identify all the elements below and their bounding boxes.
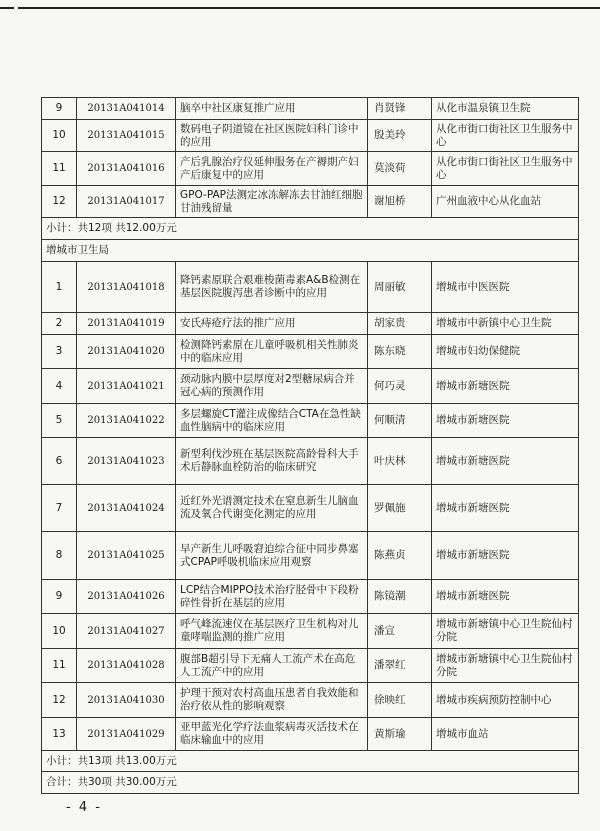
table-row: [42, 313, 579, 335]
subtotal-b: 小计：共13项 共13.00万元: [42, 751, 579, 772]
project-code: 20131A041024: [77, 485, 176, 532]
table-row: [42, 335, 579, 369]
responsible-person: 徐映红: [368, 683, 432, 718]
table-row: [42, 369, 579, 404]
organization: 增城市新塘医院: [432, 532, 579, 580]
table-row: [42, 186, 579, 218]
project-code: 20131A041020: [77, 335, 176, 369]
responsible-person: 周丽敏: [368, 262, 432, 313]
table-body-a: [42, 98, 579, 218]
organization: 从化市街口街社区卫生服务中心: [432, 152, 579, 186]
totals-section: [42, 751, 579, 794]
top-rule-left: [0, 7, 14, 9]
table-row: [42, 98, 579, 120]
organization: 增城市新塘医院: [432, 369, 579, 404]
project-name: 颈动脉内膜中层厚度对2型糖尿病合并冠心病的预测作用: [176, 369, 368, 404]
responsible-person: 何巧灵: [368, 369, 432, 404]
responsible-person: 莫淡荷: [368, 152, 432, 186]
row-number: 10: [42, 120, 77, 152]
organization: 增城市疾病预防控制中心: [432, 683, 579, 718]
project-code: 20131A041014: [77, 98, 176, 120]
section-title: 增城市卫生局: [42, 240, 579, 262]
project-name: 产后乳腺治疗仪延伸服务在产褥期产妇产后康复中的应用: [176, 152, 368, 186]
table-row: [42, 718, 579, 751]
table-row: [42, 532, 579, 580]
project-code: 20131A041026: [77, 580, 176, 614]
row-number: 2: [42, 313, 77, 335]
table-row: [42, 683, 579, 718]
responsible-person: 潘宣: [368, 614, 432, 649]
row-number: 11: [42, 649, 77, 683]
project-name: 检测降钙素原在儿童呼吸机相关性肺炎中的临床应用: [176, 335, 368, 369]
project-name: 降钙素原联合艰难梭菌毒素A&B检测在基层医院腹泻患者诊断中的应用: [176, 262, 368, 313]
responsible-person: 陈东晓: [368, 335, 432, 369]
project-name: 近红外光谱测定技术在窒息新生儿脑血流及氧合代谢变化测定的应用: [176, 485, 368, 532]
row-number: 7: [42, 485, 77, 532]
project-code: 20131A041023: [77, 438, 176, 485]
organization: 从化市温泉镇卫生院: [432, 98, 579, 120]
organization: 增城市新塘医院: [432, 485, 579, 532]
organization: 广州血液中心从化血站: [432, 186, 579, 218]
organization: 增城市妇幼保健院: [432, 335, 579, 369]
responsible-person: 罗佩施: [368, 485, 432, 532]
subtotal-a-section: [42, 218, 579, 262]
row-number: 12: [42, 683, 77, 718]
row-number: 11: [42, 152, 77, 186]
responsible-person: 陈燕贞: [368, 532, 432, 580]
project-name: 亚甲蓝光化学疗法血浆病毒灭活技术在临床输血中的应用: [176, 718, 368, 751]
project-code: 20131A041028: [77, 649, 176, 683]
project-code: 20131A041019: [77, 313, 176, 335]
organization: 增城市新塘医院: [432, 580, 579, 614]
subtotal-a: 小计：共12项 共12.00万元: [42, 218, 579, 240]
project-code: 20131A041017: [77, 186, 176, 218]
row-number: 10: [42, 614, 77, 649]
responsible-person: 谢旭桥: [368, 186, 432, 218]
project-code: 20131A041030: [77, 683, 176, 718]
row-number: 4: [42, 369, 77, 404]
table-row: [42, 485, 579, 532]
project-name: 数码电子阴道镜在社区医院妇科门诊中的应用: [176, 120, 368, 152]
row-number: 5: [42, 404, 77, 438]
table-row: [42, 404, 579, 438]
total-row: [42, 772, 579, 794]
responsible-person: 何顺清: [368, 404, 432, 438]
organization: 增城市新塘医院: [432, 438, 579, 485]
project-code: 20131A041027: [77, 614, 176, 649]
table-row: [42, 120, 579, 152]
row-number: 13: [42, 718, 77, 751]
responsible-person: 肖贤锋: [368, 98, 432, 120]
organization: 增城市中新镇中心卫生院: [432, 313, 579, 335]
grand-total: 合计：共30项 共30.00万元: [42, 772, 579, 794]
project-code: 20131A041016: [77, 152, 176, 186]
project-code: 20131A041022: [77, 404, 176, 438]
top-rule: [18, 7, 600, 9]
project-name: LCP结合MIPPO技术治疗胫骨中下段粉碎性骨折在基层的应用: [176, 580, 368, 614]
project-code: 20131A041018: [77, 262, 176, 313]
project-code: 20131A041021: [77, 369, 176, 404]
organization: 增城市血站: [432, 718, 579, 751]
table-row: [42, 580, 579, 614]
page-number: - 4 -: [66, 800, 102, 815]
table-row: [42, 262, 579, 313]
responsible-person: 叶庆林: [368, 438, 432, 485]
table-row: [42, 438, 579, 485]
organization: 增城市中医医院: [432, 262, 579, 313]
row-number: 9: [42, 98, 77, 120]
subtotal-row-a: [42, 218, 579, 240]
table-row: [42, 649, 579, 683]
responsible-person: 黄斯瑜: [368, 718, 432, 751]
organization: 增城市新塘镇中心卫生院仙村分院: [432, 614, 579, 649]
project-code: 20131A041029: [77, 718, 176, 751]
organization: 增城市新塘镇中心卫生院仙村分院: [432, 649, 579, 683]
project-name: 早产新生儿呼吸窘迫综合征中同步鼻塞式CPAP呼吸机临床应用观察: [176, 532, 368, 580]
project-name: 呼气峰流速仪在基层医疗卫生机构对儿童哮喘监测的推广应用: [176, 614, 368, 649]
row-number: 3: [42, 335, 77, 369]
row-number: 8: [42, 532, 77, 580]
project-name: 多层螺旋CT灌注成像结合CTA在急性缺血性脑病中的临床应用: [176, 404, 368, 438]
table-body-b: [42, 262, 579, 751]
project-name: 脑卒中社区康复推广应用: [176, 98, 368, 120]
responsible-person: 胡家贵: [368, 313, 432, 335]
project-name: 安氏痔疮疗法的推广应用: [176, 313, 368, 335]
project-code: 20131A041025: [77, 532, 176, 580]
organization: 增城市新塘医院: [432, 404, 579, 438]
project-name: 护理干预对农村高血压患者自我效能和治疗依从性的影响观察: [176, 683, 368, 718]
row-number: 6: [42, 438, 77, 485]
project-name: 腹部B超引导下无痛人工流产术在高危人工流产中的应用: [176, 649, 368, 683]
project-table: [41, 97, 579, 794]
subtotal-row-b: [42, 751, 579, 772]
responsible-person: 陈镜潮: [368, 580, 432, 614]
table-row: [42, 614, 579, 649]
responsible-person: 殷美玲: [368, 120, 432, 152]
section-header-row: [42, 240, 579, 262]
project-code: 20131A041015: [77, 120, 176, 152]
project-name: 新型利伐沙班在基层医院高龄骨科大手术后静脉血栓防治的临床研究: [176, 438, 368, 485]
row-number: 12: [42, 186, 77, 218]
row-number: 9: [42, 580, 77, 614]
project-name: GPO-PAP法测定冰冻解冻去甘油红细胞甘油残留量: [176, 186, 368, 218]
table-row: [42, 152, 579, 186]
row-number: 1: [42, 262, 77, 313]
responsible-person: 潘翠红: [368, 649, 432, 683]
organization: 从化市街口街社区卫生服务中心: [432, 120, 579, 152]
